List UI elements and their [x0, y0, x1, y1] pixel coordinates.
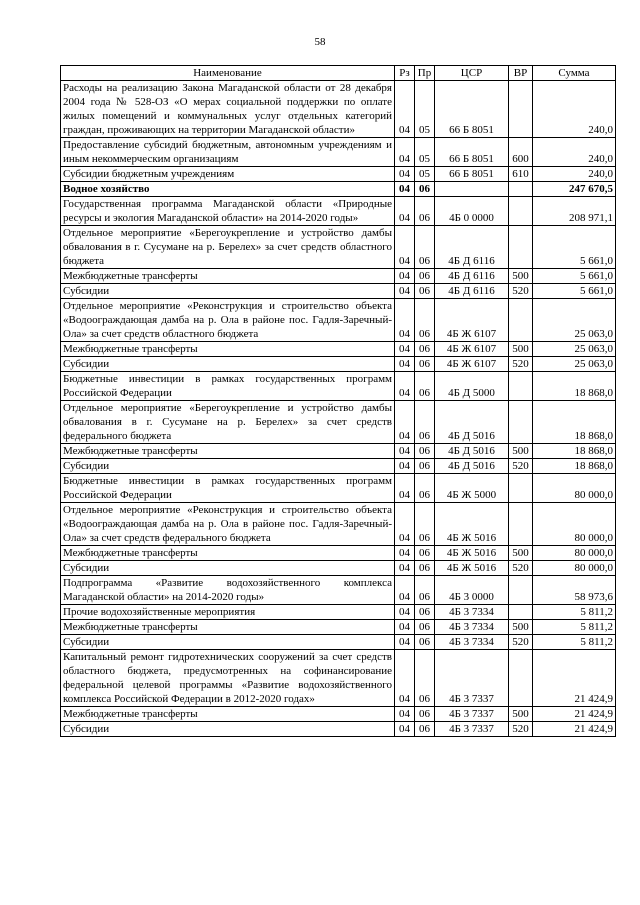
cell-sum: 21 424,9 — [533, 707, 616, 722]
cell-name: Субсидии — [61, 722, 395, 737]
table-row — [61, 620, 616, 635]
table-row — [61, 474, 616, 503]
cell-rz: 04 — [395, 182, 415, 197]
cell-pr: 06 — [415, 474, 435, 503]
table-row — [61, 299, 616, 342]
table-row — [61, 635, 616, 650]
page-number: 58 — [314, 36, 326, 48]
cell-csr: 4Б Ж 5016 — [435, 503, 509, 546]
cell-csr: 4Б Д 5016 — [435, 459, 509, 474]
cell-vr: 520 — [509, 357, 533, 372]
cell-rz: 04 — [395, 372, 415, 401]
table-row — [61, 401, 616, 444]
cell-pr: 06 — [415, 605, 435, 620]
table-row — [61, 605, 616, 620]
table-row — [61, 444, 616, 459]
cell-csr: 4Б Д 6116 — [435, 269, 509, 284]
table-row — [61, 561, 616, 576]
cell-pr: 06 — [415, 269, 435, 284]
header-sum: Сумма — [533, 66, 616, 81]
cell-name: Государственная программа Магаданской области «Природные ресурсы и экология Магаданской области» на 2014-2020 годы» — [61, 197, 395, 226]
cell-name: Субсидии — [61, 459, 395, 474]
cell-vr — [509, 226, 533, 269]
cell-name: Расходы на реализацию Закона Магаданской области от 28 декабря 2004 года № 528-ОЗ «О мерах социальной поддержки по оплате жилых помещений и коммунальных услуг отдельных категорий граждан, проживающих на территории Магаданской области» — [61, 81, 395, 138]
cell-sum: 80 000,0 — [533, 546, 616, 561]
cell-vr: 500 — [509, 707, 533, 722]
cell-csr: 4Б 3 0000 — [435, 576, 509, 605]
cell-pr: 06 — [415, 722, 435, 737]
cell-rz: 04 — [395, 444, 415, 459]
cell-name: Межбюджетные трансферты — [61, 342, 395, 357]
cell-vr — [509, 372, 533, 401]
cell-sum: 25 063,0 — [533, 299, 616, 342]
cell-rz: 04 — [395, 167, 415, 182]
cell-vr: 500 — [509, 342, 533, 357]
table-row — [61, 357, 616, 372]
budget-table — [60, 65, 616, 737]
cell-csr: 66 Б 8051 — [435, 138, 509, 167]
table-row — [61, 226, 616, 269]
cell-csr: 4Б 3 7337 — [435, 707, 509, 722]
cell-name: Отдельное мероприятие «Реконструкция и строительство объекта «Водоограждающая дамба на р. Ола в районе пос. Гадля-Заречный-Ола» за счет средств федерального бюджета — [61, 503, 395, 546]
cell-csr: 4Б Ж 5016 — [435, 561, 509, 576]
cell-sum: 25 063,0 — [533, 357, 616, 372]
header-pr: Пр — [415, 66, 435, 81]
cell-vr — [509, 299, 533, 342]
table-row — [61, 722, 616, 737]
table-row — [61, 707, 616, 722]
cell-name: Прочие водохозяйственные мероприятия — [61, 605, 395, 620]
cell-rz: 04 — [395, 503, 415, 546]
table-row — [61, 182, 616, 197]
cell-sum: 240,0 — [533, 81, 616, 138]
cell-rz: 04 — [395, 226, 415, 269]
cell-vr — [509, 474, 533, 503]
cell-pr: 06 — [415, 459, 435, 474]
cell-pr: 05 — [415, 81, 435, 138]
cell-pr: 06 — [415, 561, 435, 576]
cell-rz: 04 — [395, 401, 415, 444]
cell-name: Межбюджетные трансферты — [61, 444, 395, 459]
cell-rz: 04 — [395, 561, 415, 576]
cell-vr: 520 — [509, 635, 533, 650]
cell-csr: 66 Б 8051 — [435, 81, 509, 138]
cell-pr: 06 — [415, 707, 435, 722]
cell-pr: 05 — [415, 138, 435, 167]
cell-sum: 18 868,0 — [533, 401, 616, 444]
cell-csr: 4Б Д 5016 — [435, 401, 509, 444]
cell-sum: 80 000,0 — [533, 561, 616, 576]
cell-sum: 240,0 — [533, 138, 616, 167]
cell-sum: 5 811,2 — [533, 605, 616, 620]
cell-name: Субсидии — [61, 561, 395, 576]
cell-sum: 18 868,0 — [533, 459, 616, 474]
cell-pr: 06 — [415, 650, 435, 707]
header-rz: Рз — [395, 66, 415, 81]
cell-pr: 06 — [415, 444, 435, 459]
cell-name: Предоставление субсидий бюджетным, автономным учреждениям и иным некоммерческим организациям — [61, 138, 395, 167]
cell-csr: 4Б 3 7334 — [435, 620, 509, 635]
cell-rz: 04 — [395, 546, 415, 561]
cell-rz: 04 — [395, 605, 415, 620]
cell-csr: 4Б Д 6116 — [435, 226, 509, 269]
cell-sum: 5 661,0 — [533, 269, 616, 284]
cell-rz: 04 — [395, 576, 415, 605]
cell-rz: 04 — [395, 81, 415, 138]
cell-sum: 5 661,0 — [533, 226, 616, 269]
header-vr: ВР — [509, 66, 533, 81]
table-row — [61, 269, 616, 284]
cell-csr: 4Б 3 7334 — [435, 605, 509, 620]
cell-pr: 06 — [415, 635, 435, 650]
cell-rz: 04 — [395, 138, 415, 167]
cell-name: Бюджетные инвестиции в рамках государственных программ Российской Федерации — [61, 474, 395, 503]
cell-name: Водное хозяйство — [61, 182, 395, 197]
cell-rz: 04 — [395, 620, 415, 635]
cell-sum: 80 000,0 — [533, 503, 616, 546]
cell-name: Капитальный ремонт гидротехнических сооружений за счет средств областного бюджета, предусмотренных на софинансирование федеральной целевой программы «Развитие водохозяйственного комплекса Российской Федерации в 2012-2020 годах» — [61, 650, 395, 707]
table-row — [61, 546, 616, 561]
cell-vr: 600 — [509, 138, 533, 167]
cell-sum: 80 000,0 — [533, 474, 616, 503]
cell-vr — [509, 81, 533, 138]
cell-vr: 500 — [509, 444, 533, 459]
cell-name: Межбюджетные трансферты — [61, 707, 395, 722]
header-csr: ЦСР — [435, 66, 509, 81]
cell-name: Отдельное мероприятие «Берегоукрепление и устройство дамбы обвалования в г. Сусумане на р. Берелех» за счет средств областного бюджета — [61, 226, 395, 269]
cell-vr: 520 — [509, 284, 533, 299]
cell-rz: 04 — [395, 474, 415, 503]
cell-rz: 04 — [395, 722, 415, 737]
cell-rz: 04 — [395, 342, 415, 357]
cell-rz: 04 — [395, 707, 415, 722]
cell-sum: 21 424,9 — [533, 722, 616, 737]
cell-csr: 4Б 3 7337 — [435, 722, 509, 737]
cell-sum: 5 811,2 — [533, 620, 616, 635]
cell-rz: 04 — [395, 284, 415, 299]
cell-sum: 5 661,0 — [533, 284, 616, 299]
cell-rz: 04 — [395, 650, 415, 707]
table-row — [61, 284, 616, 299]
cell-sum: 18 868,0 — [533, 372, 616, 401]
cell-csr: 4Б Ж 5016 — [435, 546, 509, 561]
cell-pr: 06 — [415, 503, 435, 546]
cell-vr: 500 — [509, 620, 533, 635]
cell-sum: 5 811,2 — [533, 635, 616, 650]
cell-pr: 06 — [415, 342, 435, 357]
cell-sum: 247 670,5 — [533, 182, 616, 197]
cell-csr: 4Б Ж 5000 — [435, 474, 509, 503]
cell-csr: 4Б 3 7334 — [435, 635, 509, 650]
cell-csr: 4Б 0 0000 — [435, 197, 509, 226]
table-row — [61, 167, 616, 182]
cell-sum: 208 971,1 — [533, 197, 616, 226]
cell-pr: 06 — [415, 284, 435, 299]
cell-name: Субсидии бюджетным учреждениям — [61, 167, 395, 182]
cell-vr: 610 — [509, 167, 533, 182]
table-row — [61, 503, 616, 546]
cell-vr — [509, 401, 533, 444]
cell-csr — [435, 182, 509, 197]
cell-vr — [509, 503, 533, 546]
table-row — [61, 459, 616, 474]
cell-pr: 06 — [415, 357, 435, 372]
cell-pr: 06 — [415, 197, 435, 226]
cell-pr: 06 — [415, 576, 435, 605]
cell-pr: 06 — [415, 226, 435, 269]
table-row — [61, 650, 616, 707]
cell-vr — [509, 182, 533, 197]
cell-pr: 06 — [415, 182, 435, 197]
cell-vr: 520 — [509, 561, 533, 576]
table-row — [61, 342, 616, 357]
cell-pr: 06 — [415, 299, 435, 342]
cell-sum: 240,0 — [533, 167, 616, 182]
table-row — [61, 372, 616, 401]
cell-sum: 18 868,0 — [533, 444, 616, 459]
cell-name: Отдельное мероприятие «Берегоукрепление и устройство дамбы обвалования в г. Сусумане на р. Берелех» за счет средств федерального бюджета — [61, 401, 395, 444]
cell-vr: 520 — [509, 459, 533, 474]
cell-pr: 05 — [415, 167, 435, 182]
table-body — [61, 81, 616, 737]
cell-csr: 4Б Ж 6107 — [435, 299, 509, 342]
cell-pr: 06 — [415, 401, 435, 444]
cell-name: Субсидии — [61, 357, 395, 372]
cell-sum: 25 063,0 — [533, 342, 616, 357]
cell-pr: 06 — [415, 372, 435, 401]
cell-csr: 4Б Д 5000 — [435, 372, 509, 401]
cell-csr: 4Б Ж 6107 — [435, 342, 509, 357]
table-header-row — [61, 66, 616, 81]
table-row — [61, 576, 616, 605]
cell-vr — [509, 605, 533, 620]
cell-vr — [509, 197, 533, 226]
cell-sum: 58 973,6 — [533, 576, 616, 605]
cell-vr: 500 — [509, 546, 533, 561]
cell-rz: 04 — [395, 635, 415, 650]
cell-name: Межбюджетные трансферты — [61, 620, 395, 635]
cell-name: Отдельное мероприятие «Реконструкция и строительство объекта «Водоограждающая дамба на р. Ола в районе пос. Гадля-Заречный-Ола» за счет средств областного бюджета — [61, 299, 395, 342]
cell-rz: 04 — [395, 459, 415, 474]
cell-csr: 4Б Д 5016 — [435, 444, 509, 459]
cell-csr: 4Б 3 7337 — [435, 650, 509, 707]
cell-rz: 04 — [395, 197, 415, 226]
cell-pr: 06 — [415, 620, 435, 635]
cell-name: Межбюджетные трансферты — [61, 269, 395, 284]
cell-name: Подпрограмма «Развитие водохозяйственного комплекса Магаданской области» на 2014-2020 годы» — [61, 576, 395, 605]
cell-name: Межбюджетные трансферты — [61, 546, 395, 561]
table-row — [61, 138, 616, 167]
cell-name: Субсидии — [61, 284, 395, 299]
cell-rz: 04 — [395, 299, 415, 342]
cell-sum: 21 424,9 — [533, 650, 616, 707]
cell-rz: 04 — [395, 357, 415, 372]
table-row — [61, 197, 616, 226]
cell-vr: 520 — [509, 722, 533, 737]
cell-vr — [509, 576, 533, 605]
cell-name: Субсидии — [61, 635, 395, 650]
cell-pr: 06 — [415, 546, 435, 561]
header-name: Наименование — [61, 66, 395, 81]
cell-csr: 4Б Ж 6107 — [435, 357, 509, 372]
cell-vr — [509, 650, 533, 707]
cell-vr: 500 — [509, 269, 533, 284]
table-row — [61, 81, 616, 138]
cell-csr: 66 Б 8051 — [435, 167, 509, 182]
cell-name: Бюджетные инвестиции в рамках государственных программ Российской Федерации — [61, 372, 395, 401]
cell-rz: 04 — [395, 269, 415, 284]
cell-csr: 4Б Д 6116 — [435, 284, 509, 299]
